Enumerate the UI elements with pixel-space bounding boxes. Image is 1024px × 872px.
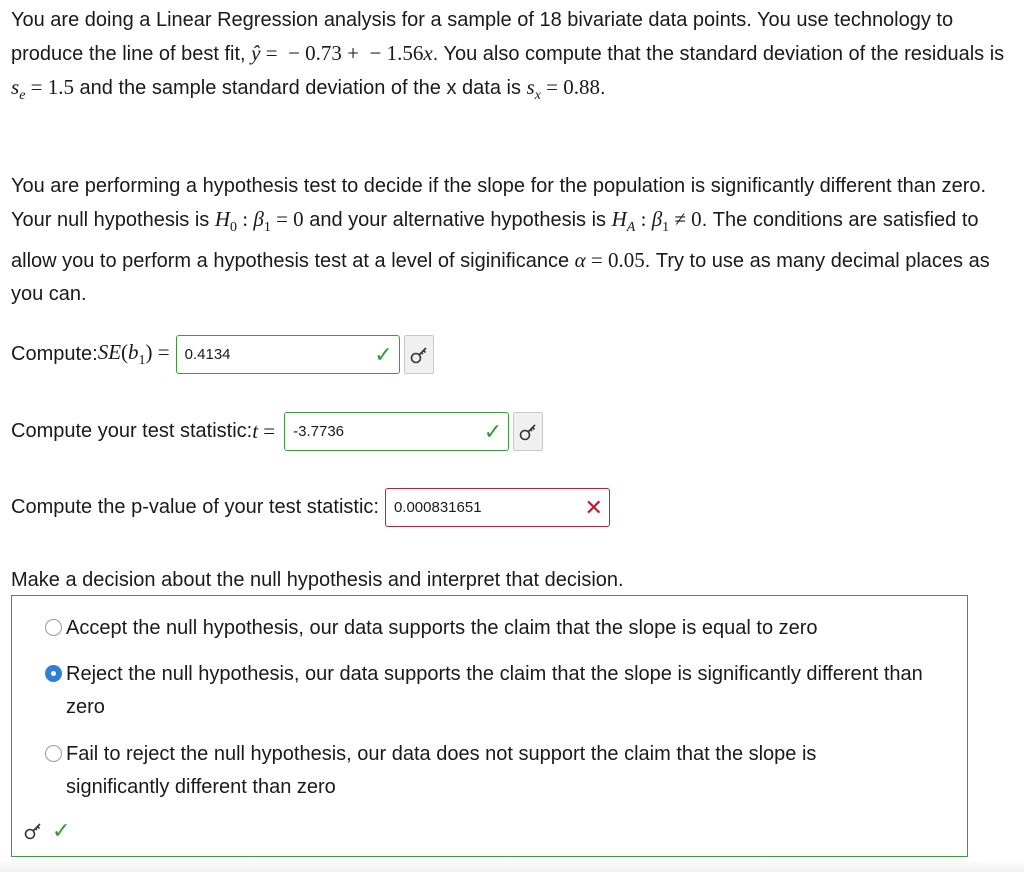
se-math-label: $SE(b_1)$ =: [97, 339, 170, 369]
decision-prompt: Make a decision about the null hypothesis and interpret that decision.: [11, 569, 624, 591]
se-answer-value: 0.4134: [184, 346, 231, 363]
q1-text-1: You are doing a Linear Regression analysis for a sample of 18 bivariate data points. You use technology to produce the line of best fit,: [11, 9, 954, 65]
q2-text-1: You are performing a hypothesis test to decide if the slope for the population is significantly different than zero. Your null hypothesis is: [11, 175, 987, 231]
q2-text-2: and your alternative hypothesis is: [303, 209, 612, 231]
check-icon: ✓: [374, 341, 393, 367]
decision-option-label: Accept the null hypothesis, our data supports the claim that the slope is equal to zero: [66, 617, 818, 639]
radio-button-accept[interactable]: [45, 619, 62, 636]
check-icon: ✓: [483, 418, 503, 444]
t-answer-key-button[interactable]: [513, 412, 543, 451]
q1-equation-sx: $s_x = 0.88$: [526, 75, 601, 104]
x-icon: ✕: [584, 494, 603, 520]
p-value-label: Compute the p-value of your test statistic:: [11, 496, 379, 518]
decision-choice-panel: [11, 595, 968, 857]
key-icon: [409, 345, 429, 365]
decision-feedback: [20, 820, 70, 842]
decision-key-button[interactable]: [20, 820, 46, 842]
p-value-answer-input[interactable]: [385, 488, 610, 527]
se-question-row: [11, 335, 434, 374]
q2-equation-alpha: α = 0.05: [574, 248, 645, 273]
decision-option-reject[interactable]: [45, 658, 961, 724]
q2-text-4: . Try to use as many decimal places as you can.: [11, 250, 990, 306]
t-answer-value: -3.7736: [293, 423, 345, 440]
q1-equation-line: ŷ = − 0.73 + − 1.56x: [251, 41, 433, 65]
p-value-question-row: [11, 488, 610, 527]
page-bottom-edge: [0, 859, 1024, 872]
se-label: Compute:: [11, 343, 98, 365]
radio-button-reject[interactable]: [45, 665, 62, 682]
q2-equation-ha: $H_A$ : $\beta_1 \ne 0$: [611, 207, 702, 236]
decision-option-fail-to-reject[interactable]: [45, 738, 896, 804]
question-paragraph-2: [11, 170, 1011, 311]
t-answer-input[interactable]: [284, 412, 509, 451]
radio-button-fail-to-reject[interactable]: [45, 745, 62, 762]
key-icon: [518, 422, 538, 442]
q2-text-3: . The conditions are satisfied to allow you to perform a hypothesis test at a level of siginificance: [11, 209, 979, 273]
q1-text-4: .: [600, 77, 606, 99]
q1-text-2: . You also compute that the standard deviation of the residuals is: [432, 43, 1005, 65]
decision-option-label: Fail to reject the null hypothesis, our data does not support the claim that the slope is significantly different than zero: [66, 743, 817, 798]
key-icon: [23, 821, 43, 841]
t-label: Compute your test statistic:: [11, 420, 253, 442]
q1-text-3: and the sample standard deviation of the x data is: [74, 77, 527, 99]
t-question-row: [11, 412, 543, 451]
se-answer-input[interactable]: [176, 335, 400, 374]
p-value-answer-value: 0.000831651: [393, 499, 482, 516]
decision-option-accept[interactable]: [45, 612, 946, 645]
se-answer-key-button[interactable]: [404, 335, 434, 374]
question-paragraph-1: [11, 4, 1011, 112]
q2-equation-h0: $H_0$ : $\beta_1 = 0$: [214, 207, 304, 236]
q1-equation-se: $s_e = 1.5$: [11, 75, 74, 104]
t-math-label: t =: [252, 419, 276, 443]
check-icon: ✓: [52, 818, 71, 843]
decision-option-label: Reject the null hypothesis, our data supports the claim that the slope is significantly different than zero: [66, 663, 923, 718]
